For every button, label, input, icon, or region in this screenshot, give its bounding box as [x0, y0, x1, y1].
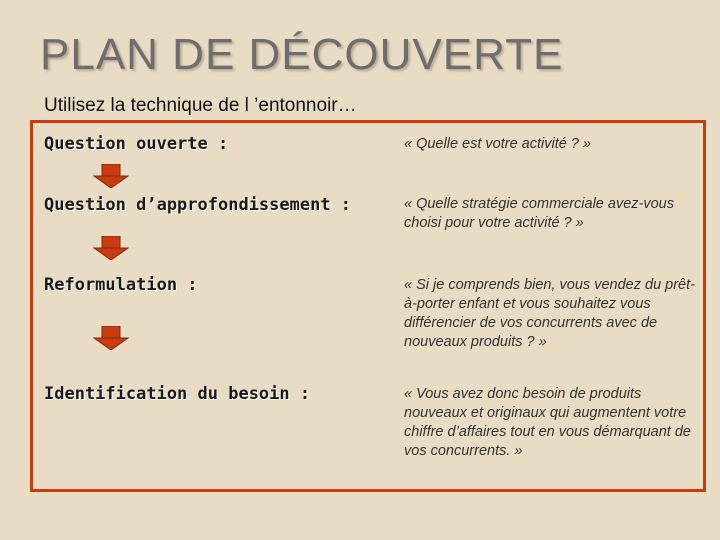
arrow-down-icon: [93, 326, 129, 350]
step-example-reformulation: « Si je comprends bien, vous vendez du prêt-à-porter enfant et vous souhaitez vous différencier de vos concurrents avec de nouveaux produits ? »: [404, 277, 695, 350]
step-question-deepen: Question d’approfondissement :: [44, 195, 352, 215]
step-example-open: « Quelle est votre activité ? »: [404, 136, 591, 152]
page-title: PLAN DE DÉCOUVERTE: [40, 30, 564, 79]
step-example-need: « Vous avez donc besoin de produits nouveaux et originaux qui augmentent votre chiffre d’affaires tout en vous démarquant de vos concurrents. »: [404, 386, 691, 459]
step-question-need: Identification du besoin :: [44, 384, 311, 404]
arrow-down-icon: [93, 236, 129, 260]
subtitle: Utilisez la technique de l ’entonnoir…: [44, 95, 357, 116]
arrow-down-icon: [93, 164, 129, 188]
step-question-open: Question ouverte :: [44, 134, 229, 154]
step-question-reformulation: Reformulation :: [44, 275, 198, 295]
step-example-deepen: « Quelle stratégie commerciale avez-vous choisi pour votre activité ? »: [404, 196, 674, 231]
